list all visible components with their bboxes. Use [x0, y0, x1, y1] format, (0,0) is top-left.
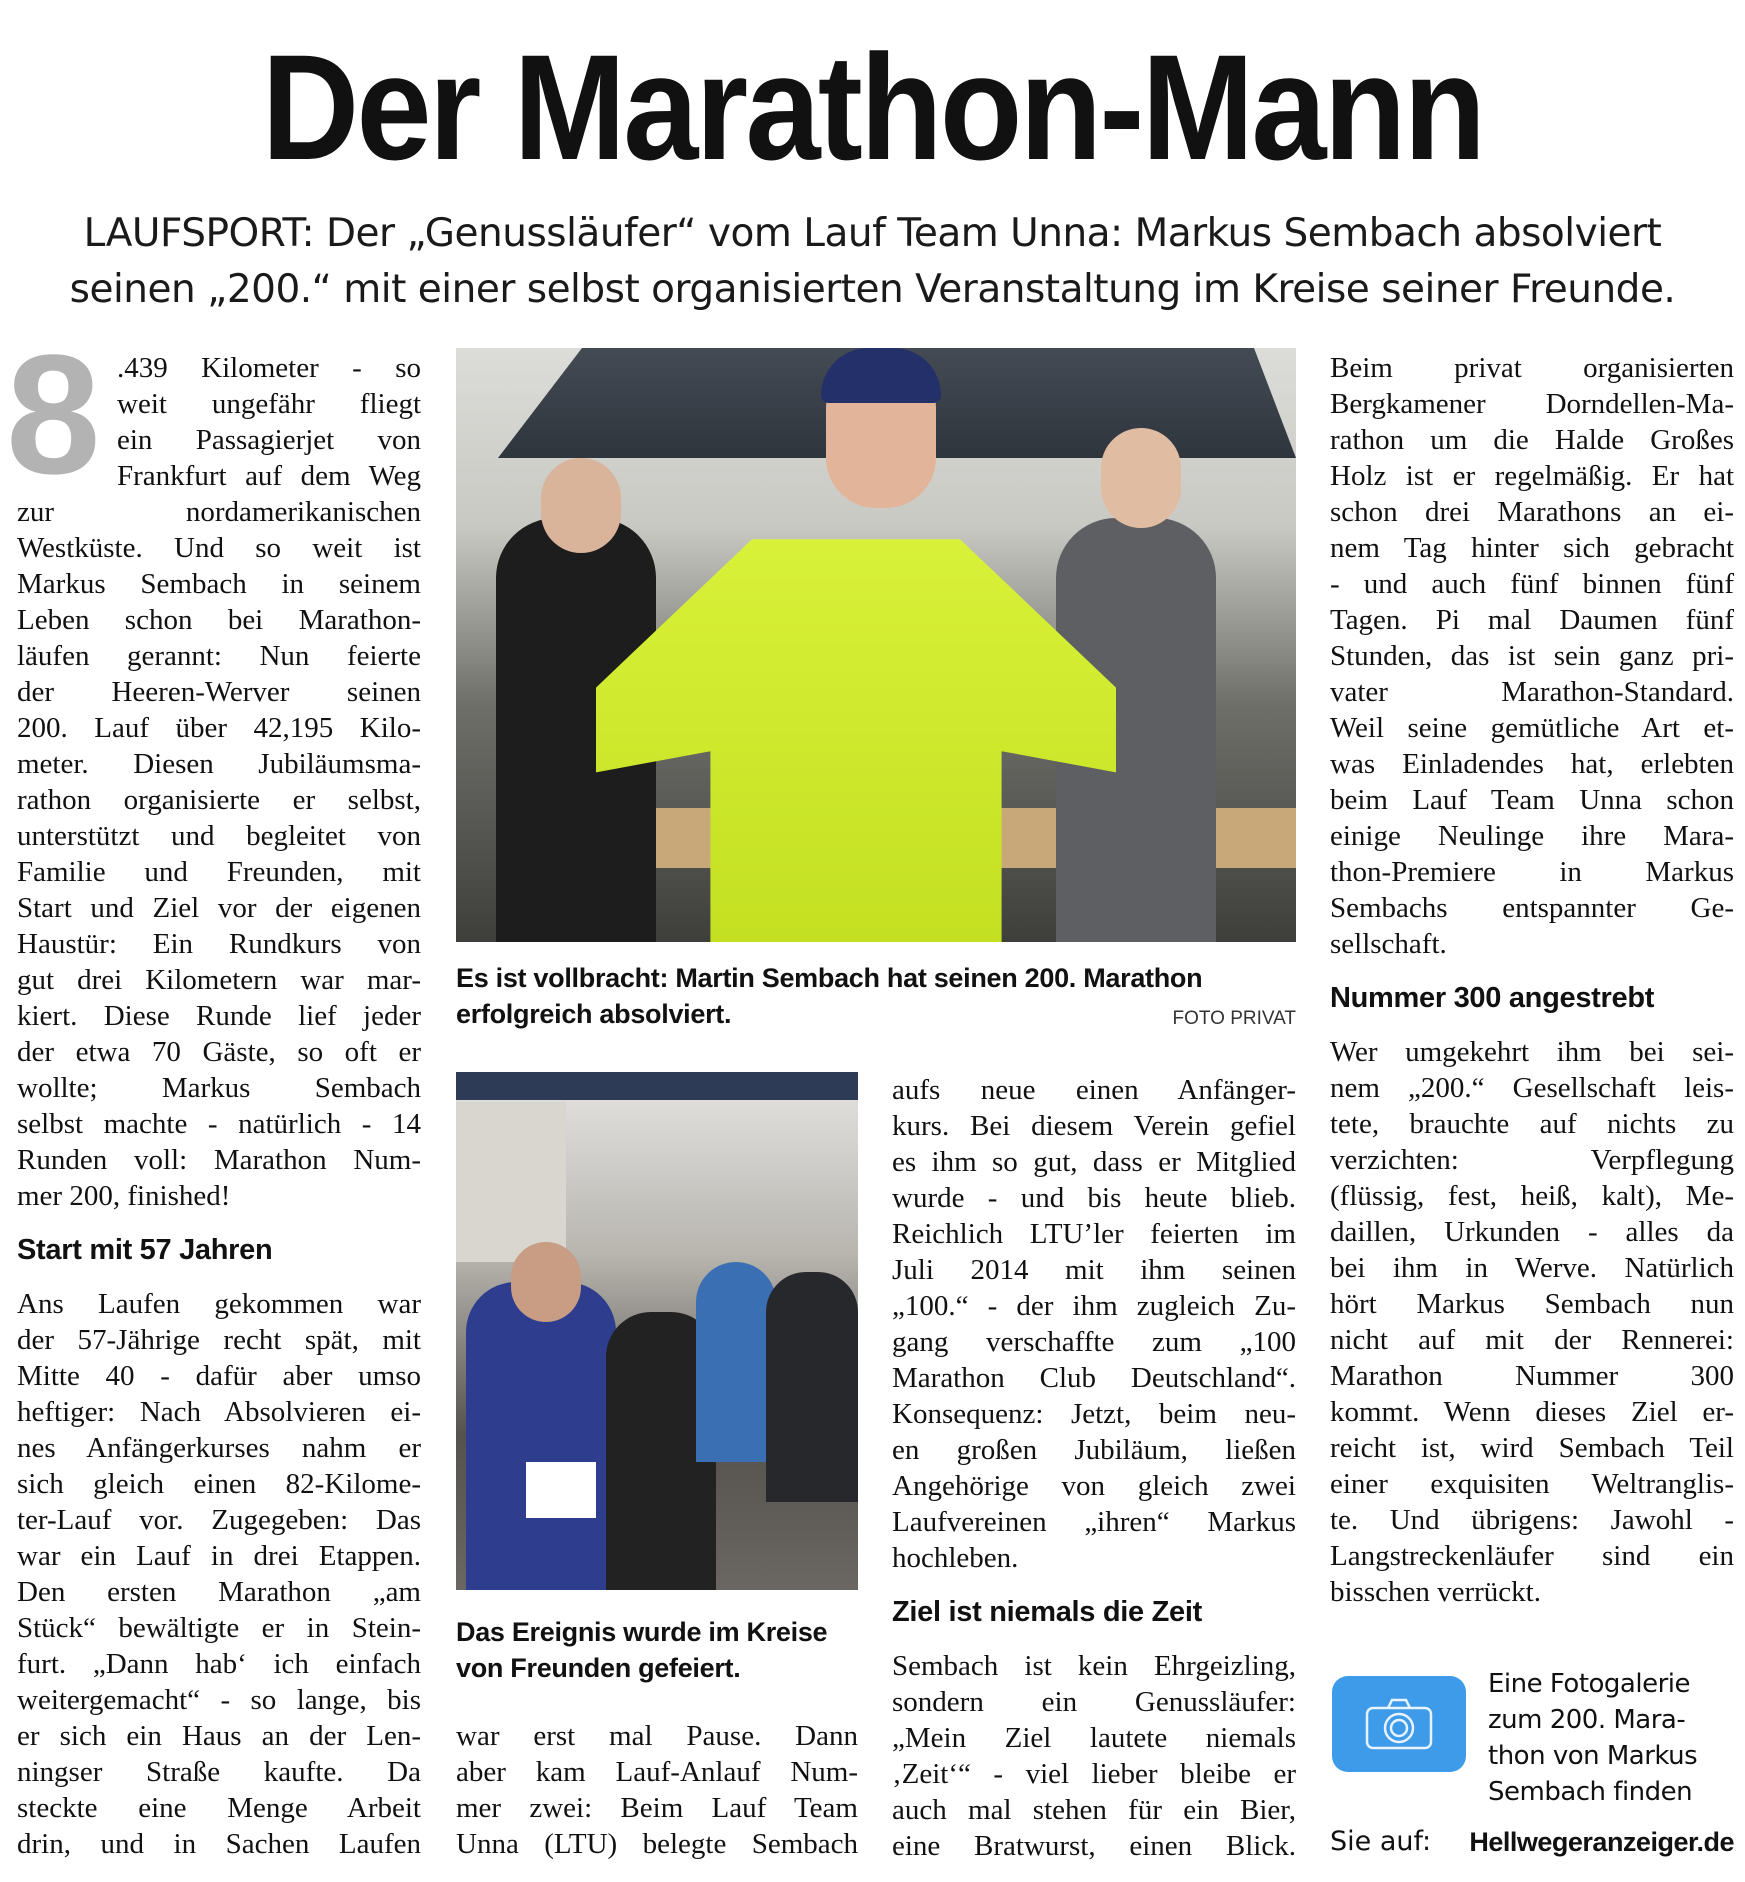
- text-line: Leben schon bei Marathon-: [17, 604, 421, 636]
- text-line: Wer umgekehrt ihm bei sei-: [1330, 1036, 1734, 1068]
- text-line: nicht auf mit der Rennerei:: [1330, 1324, 1734, 1356]
- text-line: hört Markus Sembach nun: [1330, 1288, 1734, 1320]
- text-line: reicht ist, wird Sembach Teil: [1330, 1432, 1734, 1464]
- text-line: rathon organisierte er selbst,: [17, 784, 421, 816]
- photo2-caption-line-2: von Freunden gefeiert.: [456, 1653, 741, 1683]
- text-line: Beim privat organisierten: [1330, 352, 1734, 384]
- text-line: heftiger: Nach Absolvieren ei-: [17, 1396, 421, 1428]
- text-line: kurs. Bei diesem Verein gefiel: [892, 1110, 1296, 1142]
- website-link[interactable]: Hellwegeranzeiger.de: [1469, 1827, 1734, 1857]
- article-column-3: [892, 1072, 1296, 1864]
- text-line: thon-Premiere in Markus: [1330, 856, 1734, 888]
- text-line: Sembachs entspannter Ge-: [1330, 892, 1734, 924]
- text-line: weit ungefähr fliegt: [117, 388, 421, 420]
- text-line: te. Und übrigens: Jawohl -: [1330, 1504, 1734, 1536]
- text-line: selbst machte - natürlich - 14: [17, 1108, 421, 1140]
- text-line: mer zwei: Beim Lauf Team: [456, 1792, 858, 1824]
- text-line: Westküste. Und so weit ist: [17, 532, 421, 564]
- text-line: Start und Ziel vor der eigenen: [17, 892, 421, 924]
- text-line: Stück“ bewältigte er in Stein-: [17, 1612, 421, 1644]
- text-line: Mitte 40 - dafür aber umso: [17, 1360, 421, 1392]
- text-line: sich gleich einen 82-Kilome-: [17, 1468, 421, 1500]
- text-line: war ein Lauf in drei Etappen.: [17, 1540, 421, 1572]
- text-line: vater Marathon-Standard.: [1330, 676, 1734, 708]
- promo-line: thon von Markus: [1488, 1741, 1698, 1771]
- text-line: Runden voll: Marathon Num-: [17, 1144, 421, 1176]
- text-line: Ans Laufen gekommen war: [17, 1288, 421, 1320]
- text-line: hochleben.: [892, 1542, 1019, 1574]
- text-line: kiert. Diese Runde lief jeder: [17, 1000, 421, 1032]
- text-line: bei ihm in Werve. Natürlich: [1330, 1252, 1734, 1284]
- text-line: rathon um die Halde Großes: [1330, 424, 1734, 456]
- text-line: Angehörige von gleich zwei: [892, 1470, 1296, 1502]
- text-line: ein Passagierjet von: [117, 424, 421, 456]
- text-line: was Einladendes hat, erlebten: [1330, 748, 1734, 780]
- photo-runner-celebrating: [456, 348, 1296, 942]
- text-line: wurde - und bis heute blieb.: [892, 1182, 1296, 1214]
- text-line: Stunden, das ist sein ganz pri-: [1330, 640, 1734, 672]
- text-line: einer exquisiten Weltranglis-: [1330, 1468, 1734, 1500]
- text-line: Holz ist er regelmäßig. Er hat: [1330, 460, 1734, 492]
- text-line: läufen gerannt: Nun feierte: [17, 640, 421, 672]
- text-line: tete, brauchte auf nichts zu: [1330, 1108, 1734, 1140]
- text-line: es ihm so gut, dass er Mitglied: [892, 1146, 1296, 1178]
- text-line: Haustür: Ein Rundkurs von: [17, 928, 421, 960]
- promo-prefix: Sie auf:: [1330, 1826, 1432, 1857]
- article-column-4: [1330, 350, 1734, 1610]
- photo1-caption-line-2: erfolgreich absolviert.: [456, 999, 732, 1029]
- promo-line: Eine Fotogalerie: [1488, 1669, 1690, 1699]
- text-line: gut drei Kilometern war mar-: [17, 964, 421, 996]
- text-line: aufs neue einen Anfänger-: [892, 1074, 1296, 1106]
- text-line: „Mein Ziel lautete niemals: [892, 1722, 1296, 1754]
- text-line: nes Anfängerkurses nahm er: [17, 1432, 421, 1464]
- text-line: furt. „Dann hab‘ ich einfach: [17, 1648, 421, 1680]
- text-line: Marathon Nummer 300: [1330, 1360, 1734, 1392]
- text-line: zur nordamerikanischen: [17, 496, 421, 528]
- text-line: mer 200, finished!: [17, 1180, 231, 1212]
- text-line: auch mal stehen für ein Bier,: [892, 1794, 1296, 1826]
- text-line: (flüssig, fest, heiß, kalt), Me-: [1330, 1180, 1734, 1212]
- article-column-2: [456, 1718, 858, 1862]
- text-line: Frankfurt auf dem Weg: [117, 460, 421, 492]
- photo2-caption-line-1: Das Ereignis wurde im Kreise: [456, 1617, 828, 1647]
- text-line: der etwa 70 Gäste, so oft er: [17, 1036, 421, 1068]
- text-line: gang verschaffte zum „100: [892, 1326, 1296, 1358]
- text-line: wollte; Markus Sembach: [17, 1072, 421, 1104]
- text-line: nem Tag hinter sich gebracht: [1330, 532, 1734, 564]
- text-line: Familie und Freunden, mit: [17, 856, 421, 888]
- text-line: „100.“ - der ihm zugleich Zu-: [892, 1290, 1296, 1322]
- section-heading: Ziel ist niemals die Zeit: [892, 1596, 1202, 1628]
- text-line: ter-Lauf vor. Zugegeben: Das: [17, 1504, 421, 1536]
- text-line: ‚Zeit‘“ - viel lieber bleibe er: [892, 1758, 1296, 1790]
- camera-icon[interactable]: [1332, 1676, 1466, 1772]
- photo-credit: FOTO PRIVAT: [1172, 1008, 1296, 1029]
- text-line: beim Lauf Team Unna schon: [1330, 784, 1734, 816]
- text-line: sellschaft.: [1330, 928, 1447, 960]
- text-line: steckte eine Menge Arbeit: [17, 1792, 421, 1824]
- text-line: drin, und in Sachen Laufen: [17, 1828, 421, 1860]
- article-column-1: [17, 350, 421, 1862]
- text-line: einige Neulinge ihre Mara-: [1330, 820, 1734, 852]
- text-line: aber kam Lauf-Anlauf Num-: [456, 1756, 858, 1788]
- promo-line: zum 200. Mara-: [1488, 1705, 1686, 1735]
- text-line: sondern ein Genussläufer:: [892, 1686, 1296, 1718]
- text-line: Juli 2014 mit ihm seinen: [892, 1254, 1296, 1286]
- text-line: daillen, Urkunden - alles da: [1330, 1216, 1734, 1248]
- text-line: Reichlich LTU’ler feierten im: [892, 1218, 1296, 1250]
- section-heading: Nummer 300 angestrebt: [1330, 982, 1655, 1014]
- text-line: Langstreckenläufer sind ein: [1330, 1540, 1734, 1572]
- text-line: weitergemacht“ - so lange, bis: [17, 1684, 421, 1716]
- promo-line: Sembach finden: [1488, 1777, 1693, 1807]
- text-line: en großen Jubiläum, ließen: [892, 1434, 1296, 1466]
- subheadline-line-2: seinen „200.“ mit einer selbst organisierten Veranstaltung im Kreise seiner Freunde.: [69, 267, 1676, 312]
- drop-cap: 8: [6, 320, 101, 510]
- text-line: Sembach ist kein Ehrgeizling,: [892, 1650, 1296, 1682]
- text-line: Bergkamener Dorndellen-Ma-: [1330, 388, 1734, 420]
- text-line: .439 Kilometer - so: [117, 352, 421, 384]
- text-line: Tagen. Pi mal Daumen fünf: [1330, 604, 1734, 636]
- text-line: nem „200.“ Gesellschaft leis-: [1330, 1072, 1734, 1104]
- text-line: der Heeren-Werver seinen: [17, 676, 421, 708]
- text-line: - und auch fünf binnen fünf: [1330, 568, 1734, 600]
- text-line: Konsequenz: Jetzt, beim neu-: [892, 1398, 1296, 1430]
- subheadline-line-1: LAUFSPORT: Der „Genussläufer“ vom Lauf Team Unna: Markus Sembach absolviert: [83, 211, 1662, 256]
- text-line: 200. Lauf über 42,195 Kilo-: [17, 712, 421, 744]
- text-line: schon drei Marathons an ei-: [1330, 496, 1734, 528]
- text-line: ningser Straße kaufte. Da: [17, 1756, 421, 1788]
- text-line: eine Bratwurst, einen Blick.: [892, 1830, 1296, 1862]
- text-line: unterstützt und begleitet von: [17, 820, 421, 852]
- promo-text: [1488, 1666, 1697, 1810]
- text-line: kommt. Wenn dieses Ziel er-: [1330, 1396, 1734, 1428]
- text-line: war erst mal Pause. Dann: [456, 1720, 858, 1752]
- text-line: Den ersten Marathon „am: [17, 1576, 421, 1608]
- text-line: Marathon Club Deutschland“.: [892, 1362, 1296, 1394]
- section-heading: Start mit 57 Jahren: [17, 1234, 273, 1266]
- text-line: verzichten: Verpflegung: [1330, 1144, 1734, 1176]
- photo-runners-group: [456, 1072, 858, 1590]
- text-line: Unna (LTU) belegte Sembach: [456, 1828, 858, 1860]
- headline: Der Marathon-Mann: [261, 23, 1484, 191]
- text-line: er sich ein Haus an der Len-: [17, 1720, 421, 1752]
- text-line: Markus Sembach in seinem: [17, 568, 421, 600]
- text-line: Laufvereinen „ihren“ Markus: [892, 1506, 1296, 1538]
- text-line: der 57-Jährige recht spät, mit: [17, 1324, 421, 1356]
- photo1-caption-line-1: Es ist vollbracht: Martin Sembach hat seinen 200. Marathon: [456, 963, 1203, 993]
- text-line: bisschen verrückt.: [1330, 1576, 1541, 1608]
- text-line: meter. Diesen Jubiläumsma-: [17, 748, 421, 780]
- text-line: Weil seine gemütliche Art et-: [1330, 712, 1734, 744]
